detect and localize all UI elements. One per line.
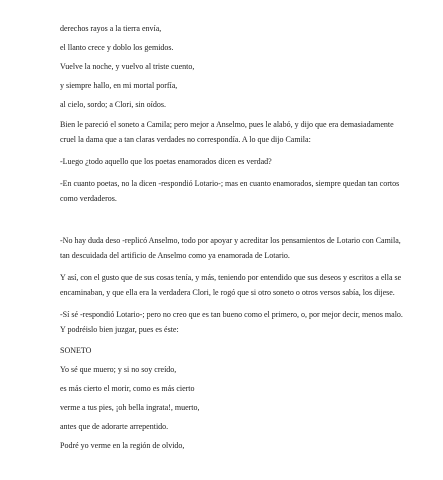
verse-line: Podré yo verme en la región de olvido, bbox=[60, 441, 185, 450]
verse-line: Vuelve la noche, y vuelvo al triste cuento, bbox=[60, 62, 195, 71]
paragraph: Y así, con el gusto que de sus cosas tenía, y más, teniendo por entendido que sus deseos y escritos a ella se encaminaban, y que ella era la verdadera Clori, le rogó que si otro soneto o otros versos sabía, los dijese. bbox=[60, 273, 402, 297]
paragraph: -No hay duda deso -replicó Anselmo, todo por apoyar y acreditar los pensamientos de Lotario con Camila, tan descuidada del artificio de Anselmo como ya enamorada de Lotario. bbox=[60, 236, 401, 260]
verse-line: y siempre hallo, en mi mortal porfía, bbox=[60, 81, 178, 90]
verse-line: verme a tus pies, ¡oh bella ingrata!, muerto, bbox=[60, 403, 200, 412]
prose-block-2 bbox=[60, 233, 403, 337]
paragraph: -Sí sé -respondió Lotario-; pero no creo que es tan bueno como el primero, o, por mejor decir, menos malo. Y podréislo bien juzgar, pues es éste: bbox=[60, 310, 403, 334]
verse-line: es más cierto el morir, como es más cierto bbox=[60, 384, 195, 393]
verse-block-1 bbox=[60, 22, 403, 111]
prose-block-1 bbox=[60, 117, 403, 206]
verse-line: el llanto crece y doblo los gemidos. bbox=[60, 43, 174, 52]
section-gap bbox=[60, 213, 403, 233]
verse-line: al cielo, sordo; a Clori, sin oídos. bbox=[60, 100, 166, 109]
paragraph: -Luego ¿todo aquello que los poetas enamorados dicen es verdad? bbox=[60, 157, 272, 166]
verse-line: Yo sé que muero; y si no soy creído, bbox=[60, 365, 177, 374]
verse-block-2 bbox=[60, 363, 403, 452]
verse-line: antes que de adorarte arrepentido. bbox=[60, 422, 169, 431]
verse-line: derechos rayos a la tierra envía, bbox=[60, 24, 162, 33]
paragraph: Bien le pareció el soneto a Camila; pero mejor a Anselmo, pues le alabó, y dijo que era demasiadamente cruel la dama que a tan claras verdades no correspondía. A lo que dijo Camila: bbox=[60, 120, 394, 144]
paragraph: -En cuanto poetas, no la dicen -respondió Lotario-; mas en cuanto enamorados, siempre quedan tan cortos como verdaderos. bbox=[60, 179, 400, 203]
sonnet-heading: SONETO bbox=[60, 346, 92, 355]
